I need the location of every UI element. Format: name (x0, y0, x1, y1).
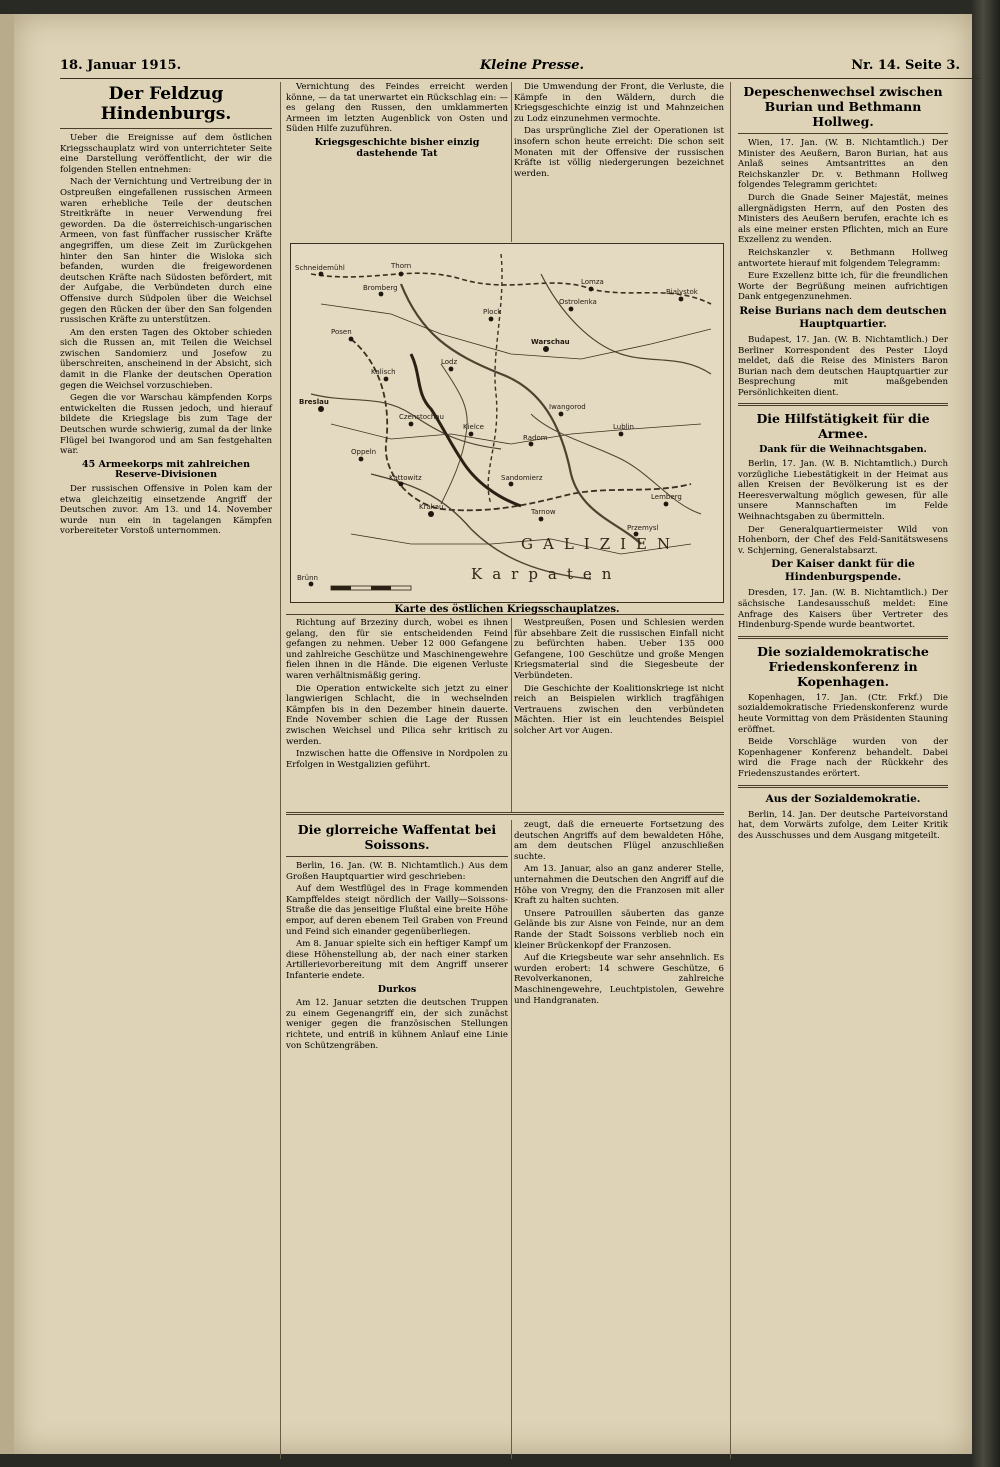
page-header (60, 58, 980, 84)
article-paragraph: Berlin, 17. Jan. (W. B. Nichtamtlich.) Durch vorzügliche Liebestätigkeit in der Heimat aus allen Kreisen der Bevölkerung ist es der Heeresverwaltung möglich gewesen, für alle unsere Mannschaften im Felde Weihnachtsgaben zu übermitteln. (738, 459, 948, 523)
article-paragraph: Die Geschichte der Koalitionskriege ist nicht reich an Beispielen wirklich tragfähigen Vertrauens zwischen den verbündeten Mächten. Hier ist ein leuchtendes Beispiel solcher Art vor Augen. (514, 683, 724, 736)
article-paragraph: Die Umwendung der Front, die Verluste, die Kämpfe in den Wäldern, durch die Kriegsgeschichte einzig ist und Mahnzeichen zu Lodz einzunehmen vermochte. (514, 82, 724, 124)
map-label: Sandomierz (501, 474, 543, 482)
issue-date: 18. Januar 1915. (60, 58, 182, 73)
article-paragraph: Berlin, 14. Jan. Der deutsche Parteivorstand hat, dem Vorwärts zufolge, dem Leiter Kritik des Ausschusses und dem Ausgang mitgeteilt. (738, 809, 948, 841)
headline-reise-burians: Reise Burians nach dem deutschen Hauptquartier. (739, 304, 947, 330)
map-label: Lemberg (651, 493, 682, 501)
article-paragraph: Der russischen Offensive in Polen kam der etwa gleichzeitig einsetzende Angriff der Deutschen zuvor. Am 13. und 14. November wurde nun ein in tagelangen Kämpfen vorbereiteter Vorstoß unternommen. (60, 484, 272, 537)
article-paragraph: Unsere Patrouillen säuberten das ganze Gelände bis zur Aisne von Feinde, nur an dem Rande der Stadt Soissons verblieb noch ein kleiner Brückenkopf der Franzosen. (514, 908, 724, 951)
map-label: Radom (523, 434, 548, 442)
article-paragraph: Auf die Kriegsbeute war sehr ansehnlich. Es wurden erobert: 14 schwere Geschütze, 6 Revolverkanonen, zahlreiche Maschinengewehre, Leuchtpistolen, Gewehre und Handgranaten. (514, 953, 724, 1006)
article-paragraph: Dresden, 17. Jan. (W. B. Nichtamtlich.) Der sächsische Landesausschuß meldet: Eine Anfrage des Kaisers über Vertreter des Hindenburg-Spende wurde beantwortet. (738, 588, 948, 631)
headline-sozialdemokratie: Aus der Sozialdemokratie. (765, 792, 921, 805)
map-label: Lomza (581, 278, 604, 286)
article-paragraph: Gegen die vor Warschau kämpfenden Korps entwickelten die Russen jedoch, und hierauf bildete die Kriegslage bis zum Tage der Deutschen wurde schwierig, zumal da der linke Flügel bei Iwangorod und am San festgehalten war. (60, 393, 272, 457)
article-paragraph: Wien, 17. Jan. (W. B. Nichtamtlich.) Der Minister des Aeußern, Baron Burian, hat aus Anlaß seines Amtsantrittes an den Reichskanzler Dr. v. Bethmann Hollweg folgendes Telegramm gerichtet: (738, 138, 948, 191)
divider (738, 785, 948, 788)
article-subhead: Kriegsgeschichte bisher einzig dastehende Tat (314, 136, 480, 159)
map-region-label: Karpaten (471, 565, 622, 583)
column-3-top (514, 82, 724, 181)
eastern-front-map (290, 243, 724, 603)
article-paragraph: Die Operation entwickelte sich jetzt zu einer langwierigen Schlacht, die in wechselnden Kämpfen bis in den Dezember hinein dauerte. Ende November schien die Lage der Russen zwischen Weichsel und Pilica sehr kritisch zu werden. (286, 683, 508, 747)
article-paragraph: Reichskanzler v. Bethmann Hollweg antwortete hierauf mit folgendem Telegramm: (738, 247, 948, 269)
column-rule (730, 82, 731, 1459)
map-label: Iwangorod (549, 403, 586, 411)
map-label: Przemysl (627, 524, 659, 532)
article-paragraph: Auf dem Westflügel des in Frage kommenden Kampffeldes steigt nördlich der Vailly—Soissons-Straße die das jenseitige Flußtal eine breite Höhe empor, auf deren ebenem Teil Graben von Freund und Feind sich einander gegenüberliegen. (286, 884, 508, 937)
column-rule (511, 82, 512, 242)
map-label: Oppeln (351, 448, 377, 456)
article-paragraph: zeugt, daß die erneuerte Fortsetzung des deutschen Angriffs auf dem bewaldeten Höhe, am dem deutschen Flügel anzuschließen suchte. (514, 820, 724, 862)
soissons-article-right (514, 820, 724, 1008)
column-rule (511, 618, 512, 812)
map-drawing (291, 244, 723, 602)
map-label: Schneidemühl (295, 264, 345, 272)
page-number: Nr. 14. Seite 3. (851, 58, 960, 73)
page-edge (0, 14, 14, 1454)
divider (738, 403, 948, 406)
article-paragraph: Am 12. Januar setzten die deutschen Truppen zu einem Gegenangriff ein, der sich zunächst weniger gegen die französischen Stellungen richtete, und entriß in kühnem Anlauf eine Linie von Schützengräben. (286, 998, 508, 1051)
column-hindenburg (60, 82, 272, 539)
map-label: Kalisch (371, 368, 396, 376)
article-paragraph: Der Generalquartiermeister Wild von Hohenborn, der Chef des Feld-Sanitätswesens v. Schjerning, Generalstabsarzt. (738, 524, 948, 556)
article-paragraph: Ueber die Ereignisse auf dem östlichen Kriegsschauplatz wird von unterrichteter Seite eine Darstellung veröffentlicht, der wir die folgenden Stellen entnehmen: (60, 133, 272, 175)
map-label: Breslau (299, 398, 329, 406)
map-label: Krakau (419, 503, 444, 511)
article-paragraph: Kopenhagen, 17. Jan. (Ctr. Frkf.) Die sozialdemokratische Friedenskonferenz wurde heute Vormittag von dem Präsidenten Stauning eröffnet. (738, 692, 948, 735)
map-label: Plock (483, 308, 502, 316)
article-paragraph: Westpreußen, Posen und Schlesien werden für absehbare Zeit die russischen Einfall nicht zu befürchten haben. Ueber 135 000 Gefangene, 100 Geschütze und große Mengen Kriegsmaterial sind die Siegesbeute der Verbündeten. (514, 618, 724, 681)
article-subhead: 45 Armeekorps mit zahlreichen Reserve-Divisionen (82, 458, 250, 481)
headline-hilfstaetigkeit: Die Hilfstätigkeit für die Armee. (756, 411, 930, 442)
map-label: Kielce (463, 423, 484, 431)
column-rule (280, 82, 281, 1459)
scale-bar-segment (371, 586, 391, 590)
map-region-label: GALIZIEN (521, 535, 681, 553)
article-paragraph: Nach der Vernichtung und Vertreibung der in Ostpreußen eingefallenen russischen Armeen waren erhebliche Teile der deutschen Streitkräfte in neuer Verwendung frei geworden. Da die österreichisch-ungarischen Armeen, von fast fünffacher russischer Kräfte angegriffen, um diese Zeit im Zurückgehen hinter den San hinter die Wisloka sich befanden, wurden die freigewordenen deutschen Kräfte nach Südosten befördert, mit der Aufgabe, die Verbündeten durch eine Offensive durch Südpolen über die Weichsel gegen den Rücken der über den San folgenden russischen Kräfte zu unterstützen. (60, 177, 272, 326)
headline-feldzug: Der Feldzug Hindenburgs. (100, 84, 232, 124)
divider (286, 812, 724, 815)
article-subhead: Dank für die Weihnachtsgaben. (759, 444, 927, 456)
column-2-below-map (286, 618, 508, 772)
article-paragraph: Am den ersten Tagen des Oktober schieden sich die Russen an, mit Teilen die Weichsel zwischen Sandomierz und Josefow zu überschreiten, anscheinend in der Absicht, sich damit in die Flanke der deutschen Operation gegen die Weichsel vorzuschieben. (60, 327, 272, 391)
article-paragraph: Inzwischen hatte die Offensive in Nordpolen zu Erfolgen in Westgalizien geführt. (286, 749, 508, 770)
soissons-article-left (286, 820, 508, 1053)
map-label: Ostrolenka (559, 298, 597, 306)
map-label: Lublin (613, 423, 634, 431)
map-label: Bialystok (666, 288, 698, 296)
header-rule (60, 78, 980, 79)
article-paragraph: Am 13. Januar, also an ganz anderer Stelle, unternahmen die Deutschen den Angriff auf die Höhe von Vregny, den die Franzosen mit aller Kraft zu halten suchten. (514, 864, 724, 907)
map-label: Posen (331, 328, 352, 336)
article-paragraph: Vernichtung des Feindes erreicht werden könne, — da tat unerwartet ein Rückschlag ein: — es gelang den Russen, den umklammerten Armeen im letzten Augenblick von Osten und Süden Hilfe zuzuführen. (286, 82, 508, 135)
binding-spine (972, 0, 1000, 1467)
article-paragraph: Das ursprüngliche Ziel der Operationen ist insofern schon heute erreicht: Die schon seit Monaten mit der Offensive der russischen Kräfte ist völlig niedergerungen bezeichnet werden. (514, 126, 724, 179)
scale-bar-segment (331, 586, 351, 590)
column-news (738, 82, 948, 843)
map-label: Lodz (441, 358, 458, 366)
divider (738, 133, 948, 134)
article-paragraph: Eure Exzellenz bitte ich, für die freundlichen Worte der Begrüßung meinen aufrichtigen Dank entgegenzunehmen. (738, 271, 948, 303)
headline-soissons: Die glorreiche Waffentat bei Soissons. (297, 822, 497, 852)
column-rule (511, 820, 512, 1459)
map-label: Brünn (297, 574, 318, 582)
column-3-below-map (514, 618, 724, 739)
map-label: Kattowitz (389, 474, 422, 482)
headline-friedenskonferenz: Die sozialdemokratische Friedenskonferenz in Kopenhagen. (757, 643, 929, 689)
map-label: Czenstochau (399, 413, 444, 421)
article-paragraph: Am 8. Januar spielte sich ein heftiger Kampf um diese Höhenstellung ab, der nach einer starken Artillerievorbereitung mit dem Angriff unserer Infanterie endete. (286, 939, 508, 981)
article-paragraph: Beide Vorschläge wurden von der Kopenhagener Konferenz behandelt. Dabei wird die Frage nach der Rückkehr des Friedenszustandes erörtert. (738, 737, 948, 779)
map-caption: Karte des östlichen Kriegsschauplatzes. (394, 604, 620, 615)
map-label: Warschau (531, 338, 570, 346)
map-label: Thorn (391, 262, 412, 270)
newspaper-title: Kleine Presse. (480, 58, 585, 73)
divider (738, 636, 948, 639)
divider (60, 128, 272, 129)
headline-kaiser-dankt: Der Kaiser dankt für die Hindenburgspende. (771, 558, 915, 584)
column-2-top (286, 82, 508, 162)
map-label: Tarnow (531, 508, 556, 516)
article-subhead: Durkos (377, 983, 417, 995)
article-paragraph: Budapest, 17. Jan. (W. B. Nichtamtlich.) Der Berliner Korrespondent des Pester Lloyd meldet, daß die Reise des Ministers Baron Burian nach dem deutschen Hauptquartier zur Besprechung mit maßgebenden Persönlichkeiten dient. (738, 334, 948, 398)
headline-depeschenwechsel: Depeschenwechsel zwischen Burian und Bethmann Hollweg. (743, 84, 943, 129)
map-label: Bromberg (363, 284, 398, 292)
article-paragraph: Richtung auf Brzeziny durch, wobei es ihnen gelang, den für sie entscheidenden Feind gefangen zu nehmen. Ueber 12 000 Gefangene und zahlreiche Geschütze und Maschinengewehre fielen ihnen in die Hände. Die eigenen Verluste waren verhältnismäßig gering. (286, 618, 508, 681)
article-paragraph: Durch die Gnade Seiner Majestät, meines allergnädigsten Herrn, auf den Posten des Ministers des Aeußern berufen, erachte ich es als eine meiner ersten Pflichten, mich an Eure Exzellenz zu wenden. (738, 192, 948, 246)
divider (286, 614, 724, 615)
divider (286, 856, 508, 857)
article-dateline: Berlin, 16. Jan. (W. B. Nichtamtlich.) Aus dem Großen Hauptquartier wird geschrieben: (286, 861, 508, 882)
